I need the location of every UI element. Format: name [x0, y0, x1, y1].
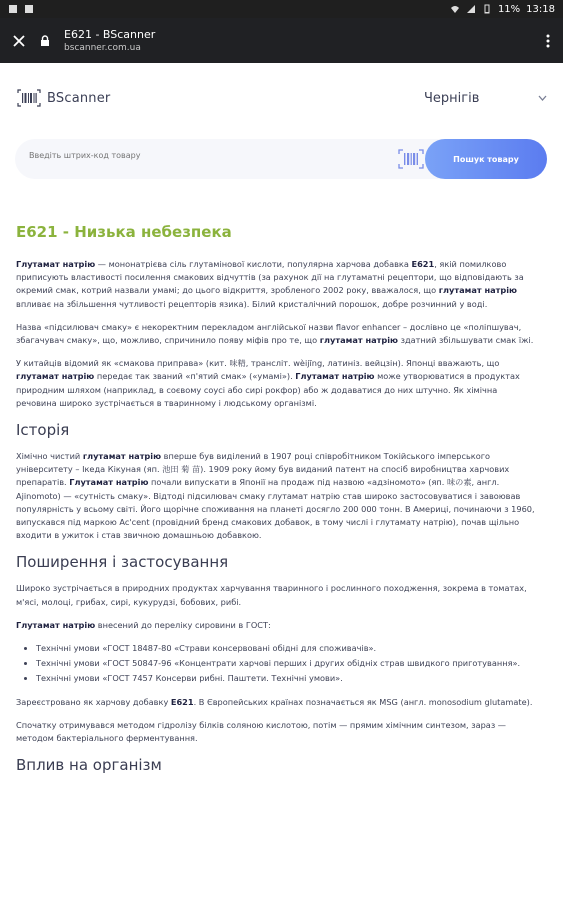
paragraph [16, 258, 536, 311]
paragraph [16, 582, 536, 608]
text-run: здатний збільшувати смак їжі. [398, 335, 534, 346]
barcode-logo-icon [17, 89, 41, 107]
text-run: Широко зустрічається в природних продуктах харчування тваринного і рослинного походження, зокрема в томатах, м'ясі, молоці, грибах, сирі, кукурудзі, бобових, рибі. [16, 583, 527, 607]
chevron-down-icon[interactable] [538, 95, 547, 101]
paragraph [16, 450, 536, 542]
text-run: може утворюватися в продуктах природним шляхом (наприклад, в соєвому соусі або сирі рокфор) або ж додаватися до них штучно. Як хімічна речовина широко зустрічається в тваринному і людському організмі. [16, 371, 520, 408]
page-url: bscanner.com.ua [64, 42, 141, 53]
browser-toolbar [0, 18, 563, 63]
more-vert-icon [546, 34, 550, 48]
text-run: — мононатрієва сіль глутамінової кислоти, популярна харчова добавка [95, 259, 412, 269]
text-run: передає так званий «п'ятий смак» («умамі»). [94, 371, 296, 382]
paragraph [16, 696, 536, 709]
text-run: , якій помилково приписують властивості посилення смакових відчуттів (за рахунок дії на глутаматні рецептори, що відповідають за окремий смак, котрий назвали умамі; до цього відкриття, зробленого 2002 року, вважалося, що [16, 259, 524, 296]
battery-icon [482, 4, 492, 14]
lock-icon [40, 35, 54, 47]
highlighted-term: E621 [170, 696, 194, 707]
section-heading-effect: Вплив на організм [16, 756, 162, 775]
city-selector[interactable]: Чернігів [424, 91, 480, 106]
search-button[interactable]: Пошук товару [425, 139, 547, 179]
site-header [0, 63, 563, 135]
highlighted-term: Глутамат натрію [295, 371, 375, 382]
search-bar [15, 139, 547, 179]
article-title: E621 - Низька небезпека [16, 223, 232, 241]
barcode-search-input[interactable] [29, 151, 359, 160]
paragraph [16, 619, 536, 632]
signal-icon [466, 4, 476, 14]
paragraph [16, 719, 536, 745]
text-run: Хімічно чистий [16, 451, 83, 462]
page-title: E621 - BScanner [64, 27, 156, 41]
highlighted-term: глутамат натрію [438, 285, 517, 296]
text-run: Спочатку отримувався методом гідролізу білків соляною кислотою, потім — прямим хімічним синтезом, зараз — методом бактеріального ферментування. [16, 719, 506, 744]
logo-text: BScanner [47, 90, 111, 106]
wifi-icon [450, 4, 460, 14]
paragraph [16, 321, 536, 347]
image-icon [8, 4, 18, 14]
text-run: Зареєстровано як харчову добавку [16, 696, 171, 707]
barcode-scan-icon[interactable] [398, 149, 424, 169]
highlighted-term: E621 [411, 259, 435, 269]
list-item: • Технічні умови «ГОСТ 50847-96 «Концентрати харчові перших і других обідніх страв швидкого приготування». [36, 657, 536, 670]
status-right-icons [450, 4, 555, 15]
text-run: почали випускати в Японії на продаж під назвою «адзіномото» (яп. 味の素, англ. Ajinomoto) — «сутність смаку». Відтоді підсилювач смаку глутамат натрію став широко застосовуватися і завоював популярність у всьому світі. Його щорічне споживання на планеті досягло 200 000 тонн. В Америці, починаючи з 1960, випускався під маркою Ac'cent (провідний бренд смакових добавок, в тому числі і глутамату натрію), почав щільно входити в ужиток і став звичною домашньою добавкою. [16, 477, 535, 541]
article [16, 222, 536, 785]
gost-list [36, 642, 536, 686]
highlighted-term: Глутамат натрію [16, 259, 96, 269]
text-run: вперше був виділений в 1907 році співробітником Токійського імперського університету – Ікеда Кікуная (яп. 池田 菊 苗). 1909 року йому був виданий патент на спосіб виробництва харчових препаратів. [16, 451, 510, 488]
close-icon [13, 35, 25, 47]
section-heading-usage: Поширення і застосування [16, 553, 229, 572]
paragraph [16, 357, 536, 410]
highlighted-term: глутамат натрію [319, 335, 398, 346]
close-tab-button[interactable] [0, 18, 38, 63]
page-address[interactable] [64, 28, 533, 54]
text-run: Назва «підсилювач смаку» є некоректним перекладом англійської назви flavor enhancer – дослівно це «поліпшувач, збагачувач смаку», що, можливо, спричинило появу міфів про те, що [16, 321, 522, 346]
highlighted-term: Глутамат натрію [16, 619, 96, 630]
text-run: У китайців відомий як «смакова приправа» (кит. 味精, трансліт. wèijīng, латиніз. вейцзін). Японці вважають, що [16, 358, 500, 369]
highlighted-term: глутамат натрію [82, 451, 162, 462]
text-run: внесений до переліку сировини в ГОСТ: [95, 619, 271, 630]
highlighted-term: Глутамат натрію [69, 477, 149, 488]
text-run: впливає на збільшення чутливості рецепторів язика). Білий кристалічний порошок, добре розчинний у воді. [16, 298, 488, 309]
highlighted-term: глутамат натрію [16, 371, 95, 382]
list-item: • Технічні умови «ГОСТ 18487-80 «Страви консервовані обідні для споживачів». [36, 642, 536, 655]
battery-percent: 11% [497, 3, 521, 15]
text-run: . В Європейських країнах позначається як MSG (англ. monosodium glutamate). [193, 696, 533, 707]
list-item: • Технічні умови «ГОСТ 7457 Консерви рибні. Паштети. Технічні умови». [36, 672, 536, 685]
section-heading-history: Історія [16, 421, 70, 440]
status-time: 13:18 [526, 3, 555, 15]
download-icon [24, 4, 34, 14]
logo[interactable] [17, 89, 110, 107]
more-menu-button[interactable] [533, 34, 563, 48]
status-left-icons [8, 4, 34, 14]
status-bar [0, 0, 563, 18]
